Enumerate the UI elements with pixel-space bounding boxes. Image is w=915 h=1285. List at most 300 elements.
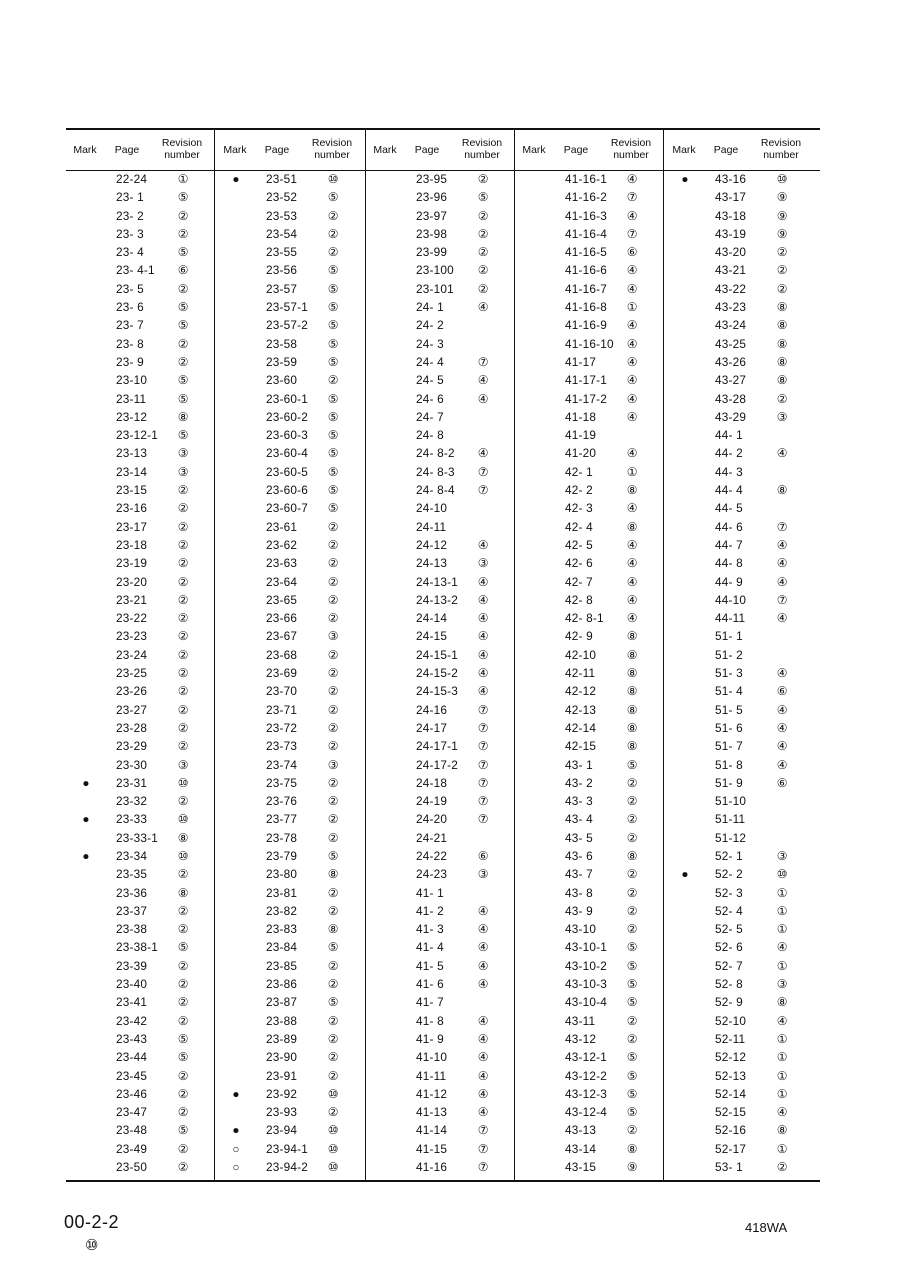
- page-cell: 41- 2: [416, 903, 444, 918]
- page-cell: 41-16-5: [565, 245, 608, 260]
- page-cell: 41-13: [416, 1105, 448, 1120]
- page-cell: 23-63: [266, 556, 298, 571]
- table-row: [665, 627, 813, 645]
- revision-cell: ⑧: [626, 684, 638, 699]
- revision-cell: ④: [477, 446, 489, 461]
- revision-cell: ⑧: [776, 354, 788, 369]
- revision-cell: ②: [626, 903, 638, 918]
- table-row: [66, 884, 214, 902]
- page-cell: 44- 6: [715, 519, 743, 534]
- page-cell: 41- 1: [416, 885, 444, 900]
- revision-cell: ②: [327, 958, 339, 973]
- page-cell: 24- 7: [416, 409, 444, 424]
- revision-cell: ⑤: [327, 300, 339, 315]
- revision-cell: ④: [477, 940, 489, 955]
- revision-cell: ②: [177, 354, 189, 369]
- revision-cell: ②: [177, 1068, 189, 1083]
- revision-cell: ⑦: [776, 592, 788, 607]
- table-row: [366, 847, 514, 865]
- revision-cell: ②: [177, 1086, 189, 1101]
- table-row: [665, 664, 813, 682]
- table-row: [216, 938, 364, 956]
- page-cell: 23-37: [116, 903, 148, 918]
- table-row: [66, 518, 214, 536]
- page-cell: 43-20: [715, 245, 747, 260]
- table-row: [665, 554, 813, 572]
- revision-cell: ④: [626, 537, 638, 552]
- mark-cell: ●: [82, 775, 90, 790]
- page-cell: 43-12: [565, 1031, 597, 1046]
- table-row: [366, 865, 514, 883]
- page-cell: 51- 5: [715, 702, 743, 717]
- table-row: [515, 371, 663, 389]
- column-header: [515, 128, 663, 170]
- table-row: [66, 371, 214, 389]
- revision-cell: ⑤: [327, 428, 339, 443]
- page-cell: 41- 4: [416, 940, 444, 955]
- table-row: [216, 518, 364, 536]
- page-cell: 24-14: [416, 611, 448, 626]
- table-row: [366, 884, 514, 902]
- table-row: [366, 499, 514, 517]
- page-cell: 43-13: [565, 1123, 597, 1138]
- revision-cell: ②: [776, 391, 788, 406]
- page-cell: 41- 9: [416, 1031, 444, 1046]
- revision-cell: ④: [626, 446, 638, 461]
- table-row: [515, 902, 663, 920]
- table-row: [66, 481, 214, 499]
- revision-cell: ⑤: [177, 1031, 189, 1046]
- page-cell: 23-60-4: [266, 446, 309, 461]
- page-cell: 42-15: [565, 739, 597, 754]
- revision-cell: ⑦: [477, 702, 489, 717]
- page-cell: 23-38: [116, 922, 148, 937]
- table-row: [66, 774, 214, 792]
- page-cell: 23-101: [416, 281, 454, 296]
- table-row: [665, 390, 813, 408]
- revision-cell: ②: [327, 977, 339, 992]
- revision-cell: ④: [477, 922, 489, 937]
- page-cell: 41-10: [416, 1050, 448, 1065]
- revision-cell: ⑧: [626, 666, 638, 681]
- page-cell: 23- 3: [116, 226, 144, 241]
- table-row: [66, 1030, 214, 1048]
- table-row: [66, 756, 214, 774]
- table-row: [366, 664, 514, 682]
- revision-cell: ②: [327, 537, 339, 552]
- table-row: [515, 1048, 663, 1066]
- page-cell: 52- 4: [715, 903, 743, 918]
- table-row: [66, 188, 214, 206]
- revision-cell: ⑤: [327, 354, 339, 369]
- revision-cell: ③: [177, 464, 189, 479]
- page-cell: 23- 4-1: [116, 263, 155, 278]
- revision-cell: ②: [327, 1068, 339, 1083]
- revision-cell: ②: [177, 1160, 189, 1175]
- page-cell: 23- 2: [116, 208, 144, 223]
- revision-cell: ②: [177, 629, 189, 644]
- revision-cell: ⑦: [626, 226, 638, 241]
- revision-cell: ①: [776, 1068, 788, 1083]
- table-row: [216, 902, 364, 920]
- page-cell: 23-60-7: [266, 501, 309, 516]
- revision-cell: ②: [626, 830, 638, 845]
- revision-cell: ④: [776, 940, 788, 955]
- table-row: [216, 499, 364, 517]
- revision-cell: ②: [177, 281, 189, 296]
- page-cell: 23-95: [416, 172, 448, 186]
- page-cell: 51- 4: [715, 684, 743, 699]
- mark-cell: ●: [232, 1086, 240, 1101]
- table-row: [66, 1103, 214, 1121]
- page-cell: 23-73: [266, 739, 298, 754]
- table-row: [366, 1121, 514, 1139]
- table-row: [515, 756, 663, 774]
- page-cell: 42-11: [565, 666, 596, 681]
- page-cell: 41-16-1: [565, 172, 608, 186]
- page-cell: 24- 8-4: [416, 483, 455, 498]
- page-cell: 24-15: [416, 629, 448, 644]
- table-row: [515, 316, 663, 334]
- page-cell: 23-66: [266, 611, 298, 626]
- table-row: [665, 536, 813, 554]
- revision-cell: ②: [626, 867, 638, 882]
- table-row: [216, 207, 364, 225]
- page-cell: 23-15: [116, 483, 148, 498]
- table-row: [665, 316, 813, 334]
- page-cell: 23-11: [116, 391, 147, 406]
- table-row: [665, 1121, 813, 1139]
- revision-cell: ④: [477, 1050, 489, 1065]
- table-row: [66, 280, 214, 298]
- table-row: [366, 463, 514, 481]
- table-row: [216, 390, 364, 408]
- column-group-5: [665, 128, 813, 1180]
- table-row: [216, 627, 364, 645]
- page-cell: 43-22: [715, 281, 747, 296]
- row-list: [66, 170, 214, 1176]
- table-row: [216, 646, 364, 664]
- page-cell: 43-12-2: [565, 1068, 608, 1083]
- page-cell: 44- 7: [715, 537, 743, 552]
- revision-cell: ②: [177, 903, 189, 918]
- revision-cell: ⑤: [327, 464, 339, 479]
- table-row: [366, 1048, 514, 1066]
- table-row: [216, 554, 364, 572]
- page-cell: 23-87: [266, 995, 298, 1010]
- page-cell: 23-99: [416, 245, 448, 260]
- page-header: Page: [713, 144, 739, 156]
- revision-cell: ⑧: [626, 720, 638, 735]
- revision-cell: ②: [177, 537, 189, 552]
- table-row: [665, 1048, 813, 1066]
- page-cell: 43-10-3: [565, 977, 608, 992]
- table-row: [665, 719, 813, 737]
- page-cell: 41- 6: [416, 977, 444, 992]
- page-cell: 43-28: [715, 391, 747, 406]
- page-cell: 52-17: [715, 1141, 747, 1156]
- table-row: [665, 847, 813, 865]
- revision-cell: ②: [327, 519, 339, 534]
- revision-cell: ⑧: [327, 922, 339, 937]
- revision-cell: ②: [177, 611, 189, 626]
- page-cell: 23-12: [116, 409, 148, 424]
- page-cell: 23-54: [266, 226, 298, 241]
- document-code: 418WA: [745, 1220, 788, 1235]
- table-row: [66, 682, 214, 700]
- page-cell: 23-60-5: [266, 464, 309, 479]
- table-row: [665, 207, 813, 225]
- revision-cell: ⑥: [776, 684, 788, 699]
- page-cell: 24- 1: [416, 300, 444, 315]
- table-row: [216, 371, 364, 389]
- page-cell: 24- 8: [416, 428, 444, 443]
- table-row: [66, 225, 214, 243]
- revision-cell: ⑧: [776, 1123, 788, 1138]
- revision-cell: ②: [177, 958, 189, 973]
- table-row: [665, 701, 813, 719]
- revision-cell: ④: [477, 666, 489, 681]
- page-cell: 23-72: [266, 720, 298, 735]
- table-row: [66, 792, 214, 810]
- revision-cell: ②: [477, 245, 489, 260]
- revision-cell: ⑤: [177, 373, 189, 388]
- table-row: [515, 298, 663, 316]
- table-row: [66, 316, 214, 334]
- revision-cell: ④: [776, 537, 788, 552]
- revision-cell: ⑤: [626, 995, 638, 1010]
- page-cell: 42- 1: [565, 464, 593, 479]
- page-cell: 23-79: [266, 848, 298, 863]
- table-row: [515, 426, 663, 444]
- column-divider: [663, 128, 664, 1180]
- column-group-2: [216, 128, 364, 1180]
- page-cell: 42-14: [565, 720, 597, 735]
- revision-cell: ④: [776, 757, 788, 772]
- revision-cell: ⑦: [477, 1123, 489, 1138]
- table-row: [515, 518, 663, 536]
- table-row: [216, 426, 364, 444]
- revision-cell: ⑤: [626, 1105, 638, 1120]
- page-cell: 24- 8-3: [416, 464, 455, 479]
- page-cell: 23-67: [266, 629, 298, 644]
- page-cell: 41-19: [565, 428, 597, 443]
- revision-cell: ①: [776, 922, 788, 937]
- page-cell: 52- 8: [715, 977, 743, 992]
- revision-cell: ②: [477, 172, 489, 186]
- mark-cell: ●: [681, 867, 689, 882]
- revision-cell: ⑤: [327, 391, 339, 406]
- column-header: [66, 128, 214, 170]
- revision-cell: ⑧: [776, 336, 788, 351]
- revision-cell: ②: [776, 245, 788, 260]
- revision-cell: ③: [327, 757, 339, 772]
- table-row: [515, 682, 663, 700]
- revision-cell: ⑤: [177, 1123, 189, 1138]
- revision-cell: ④: [477, 1031, 489, 1046]
- revision-cell: ④: [477, 537, 489, 552]
- page-cell: 43- 1: [565, 757, 593, 772]
- table-row: [366, 316, 514, 334]
- revision-cell: ②: [177, 794, 189, 809]
- revision-cell: ④: [477, 1105, 489, 1120]
- revision-cell: ⑦: [477, 720, 489, 735]
- page-cell: 23-55: [266, 245, 298, 260]
- revision-cell: ④: [626, 373, 638, 388]
- revision-cell: ④: [477, 977, 489, 992]
- table-row: [366, 261, 514, 279]
- page-cell: 23-88: [266, 1013, 298, 1028]
- table-row: [515, 975, 663, 993]
- table-row: [66, 1121, 214, 1139]
- table-row: [216, 957, 364, 975]
- page-cell: 23-71: [266, 702, 298, 717]
- revision-cell: ⑦: [477, 1141, 489, 1156]
- table-row: [515, 554, 663, 572]
- revision-cell: ②: [327, 574, 339, 589]
- page-cell: 42- 9: [565, 629, 593, 644]
- revision-cell: ②: [177, 995, 189, 1010]
- table-row: [665, 1067, 813, 1085]
- page-cell: 23-94-1: [266, 1141, 309, 1156]
- page-cell: 51- 2: [715, 647, 743, 662]
- table-row: [66, 536, 214, 554]
- page-cell: 23-97: [416, 208, 448, 223]
- revision-cell: ⑧: [626, 702, 638, 717]
- revision-cell: ⑤: [327, 483, 339, 498]
- table-row: [515, 701, 663, 719]
- table-row: [216, 444, 364, 462]
- revision-cell: ④: [477, 958, 489, 973]
- page-cell: 23-59: [266, 354, 298, 369]
- revision-cell: ⑨: [776, 208, 788, 223]
- page-cell: 23-26: [116, 684, 148, 699]
- revision-cell: ⑤: [626, 1068, 638, 1083]
- table-row: [366, 170, 514, 188]
- table-row: [366, 353, 514, 371]
- table-row: [66, 938, 214, 956]
- page-cell: 24-17-2: [416, 757, 459, 772]
- revision-cell: ⑤: [177, 940, 189, 955]
- mark-cell: ●: [681, 172, 689, 186]
- revision-cell: ⑧: [776, 318, 788, 333]
- page-cell: 23-60-6: [266, 483, 309, 498]
- page-cell: 23-33-1: [116, 830, 159, 845]
- page-cell: 24- 4: [416, 354, 444, 369]
- mark-cell: ○: [232, 1160, 240, 1175]
- revision-cell: ⑤: [327, 848, 339, 863]
- table-row: [665, 591, 813, 609]
- mark-header: Mark: [672, 144, 696, 156]
- table-row: [216, 1103, 364, 1121]
- page-cell: 23-38-1: [116, 940, 159, 955]
- table-row: [515, 207, 663, 225]
- page-cell: 24-13-2: [416, 592, 459, 607]
- table-row: [665, 499, 813, 517]
- page-cell: 23-44: [116, 1050, 148, 1065]
- revision-cell: ②: [177, 702, 189, 717]
- page-cell: 24- 8-2: [416, 446, 455, 461]
- page-cell: 52- 6: [715, 940, 743, 955]
- page-cell: 43-18: [715, 208, 747, 223]
- revision-cell: ④: [626, 172, 638, 186]
- page-cell: 23- 1: [116, 190, 144, 205]
- page-cell: 51- 7: [715, 739, 743, 754]
- page-cell: 52- 9: [715, 995, 743, 1010]
- revision-cell: ②: [177, 592, 189, 607]
- revision-cell: ②: [327, 794, 339, 809]
- page-cell: 23-69: [266, 666, 298, 681]
- page-cell: 23-76: [266, 794, 298, 809]
- revision-cell: ②: [327, 1013, 339, 1028]
- table-row: [366, 1085, 514, 1103]
- revision-cell: ①: [776, 885, 788, 900]
- table-row: [366, 207, 514, 225]
- page-cell: 23-92: [266, 1086, 298, 1101]
- revision-cell: ④: [626, 263, 638, 278]
- page-cell: 41-16-10: [565, 336, 614, 351]
- page-cell: 23-24: [116, 647, 148, 662]
- table-row: [366, 609, 514, 627]
- revision-cell: ⑥: [626, 245, 638, 260]
- revision-cell: ②: [177, 483, 189, 498]
- table-row: [515, 280, 663, 298]
- page-cell: 23-46: [116, 1086, 148, 1101]
- page-cell: 23-13: [116, 446, 148, 461]
- page-cell: 23-32: [116, 794, 148, 809]
- revision-cell: ②: [327, 702, 339, 717]
- page-cell: 24- 5: [416, 373, 444, 388]
- revision-cell: ④: [776, 720, 788, 735]
- table-row: [216, 481, 364, 499]
- page-cell: 43-21: [715, 263, 747, 278]
- table-row: [216, 1048, 364, 1066]
- page-cell: 23-14: [116, 464, 148, 479]
- page-cell: 23-41: [116, 995, 148, 1010]
- revision-cell: ②: [477, 281, 489, 296]
- revision-cell: ②: [327, 666, 339, 681]
- table-row: [665, 774, 813, 792]
- mark-cell: ●: [82, 848, 90, 863]
- page-cell: 23-70: [266, 684, 298, 699]
- page-cell: 24- 3: [416, 336, 444, 351]
- page-cell: 42-10: [565, 647, 597, 662]
- page-cell: 24-22: [416, 848, 448, 863]
- table-row: [515, 170, 663, 188]
- revision-cell: ②: [327, 830, 339, 845]
- table-row: [66, 298, 214, 316]
- page-cell: 43-25: [715, 336, 747, 351]
- revision-cell: ⑤: [327, 336, 339, 351]
- table-row: [366, 536, 514, 554]
- page-cell: 53- 1: [715, 1160, 743, 1175]
- revision-cell: ⑧: [626, 739, 638, 754]
- page-cell: 23-81: [266, 885, 298, 900]
- table-row: [366, 975, 514, 993]
- page-cell: 23-33: [116, 812, 148, 827]
- table-row: [66, 957, 214, 975]
- page-cell: 44-11: [715, 611, 746, 626]
- revision-cell: ②: [327, 684, 339, 699]
- page-cell: 43-14: [565, 1141, 597, 1156]
- table-row: [216, 829, 364, 847]
- revision-cell: ⑤: [626, 757, 638, 772]
- table-row: [216, 536, 364, 554]
- mark-header: Mark: [373, 144, 397, 156]
- revision-cell: ⑩: [776, 172, 788, 186]
- page-cell: 23-42: [116, 1013, 148, 1028]
- page-cell: 41-16-6: [565, 263, 608, 278]
